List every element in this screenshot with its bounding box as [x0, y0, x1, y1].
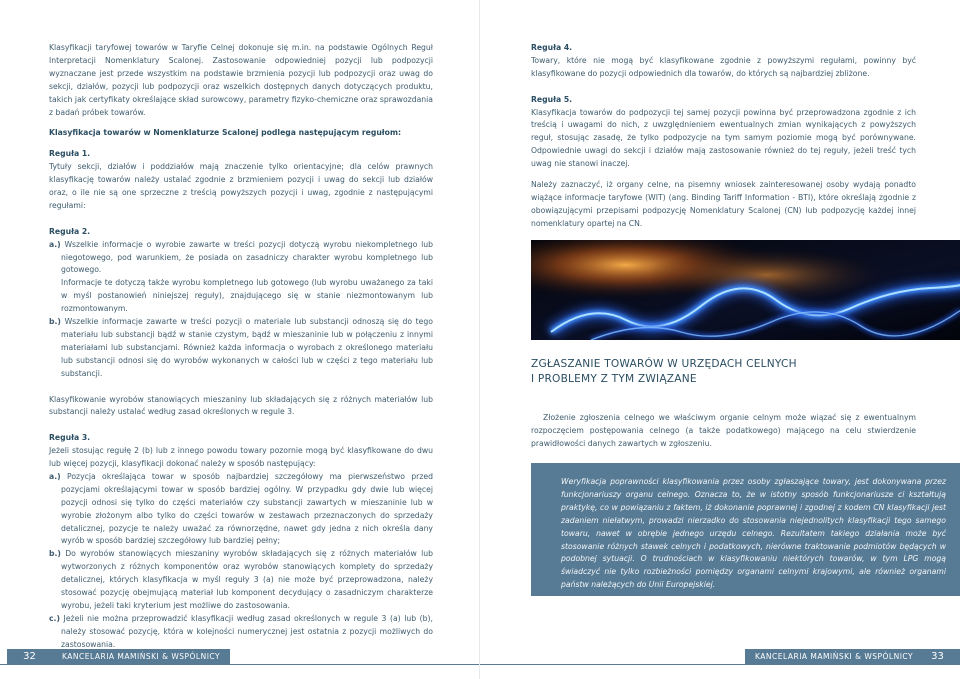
- rule-2a-text: Wszelkie informacje o wyrobie zawarte w treści pozycji dotyczą wyrobu niekompletnego lub niegotowego, pod warunkiem, że posiada on zasadniczy charakter wyrobu kompletnego lub gotowego.: [60, 239, 433, 275]
- rule-3a-item: [49, 471, 433, 548]
- right-column: [531, 42, 916, 231]
- rule-2a-continuation: Informacje te dotyczą także wyrobu kompletnego lub gotowego (lub wyrobu uważanego za taki w myśl postanowień niniejszej reguły), znajdującego się w stanie niezmontowanym lub rozmontowanym.: [61, 278, 433, 314]
- rule-3c-text: Jeżeli nie można przeprowadzić klasyfikacji według zasad określonych w regule 3 (a) lub (b), należy stosować pozycję, która w kolejności numerycznej jest ostatnia z pozycji możliwych do zastosowania.: [60, 613, 433, 649]
- intro-paragraph: Klasyfikacji taryfowej towarów w Taryfie Celnej dokonuje się m.in. na podstawie Ogólnych Reguł Interpretacji Nomenklatury Scalonej. Zastosowanie odpowiedniej pozycji lub podpozycji wyznaczane jest przede wszystkim na podstawie brzmienia pozycji lub podpozycji oraz uwag do sekcji, działów, pozycji lub podpozycji oraz wszelkich dostępnych danych dotyczących produktu, takich jak certyfikaty określające skład surowcowy, parametry fizyko-chemiczne oraz sprawozdania z badań próbek towarów.: [49, 43, 433, 117]
- gas-flame-image: [531, 240, 960, 340]
- rule-3a-text: Pozycja określająca towar w sposób najbardziej szczegółowy ma pierwszeństwo przed pozycjami określającymi towar w sposób bardziej ogólny. W przypadku gdy dwie lub więcej pozycji odnosi się tylko do części materiałów czy substancji zawartych w mieszaninie lub w wyrobie złożonym albo tylko do części towarów w zestawach przeznaczonych do sprzedaży detalicznej, pozycje te należy uważać za równorzędne, nawet gdy jedna z nich określa dany wyrób w sposób bardziej szczegółowy lub bardziej pełny;: [60, 471, 433, 546]
- footer-rule-right: [480, 664, 960, 665]
- footer-label-left: KANCELARIA MAMIŃSKI & WSPÓLNICY: [52, 649, 230, 665]
- rule-3c-item: [49, 613, 433, 652]
- rule-3b-item: [49, 548, 433, 613]
- section-intro: Złożenie zgłoszenia celnego we właściwym organie celnym może wiązać się z ewentualnym rozpoczęciem postępowania celnego (a także podatkowego) mającego na celu stwierdzenie prawidłowości danych zawartych w zgłoszeniu.: [531, 413, 916, 448]
- rule-3a-label: a.): [49, 471, 61, 481]
- page-number-left: 32: [7, 649, 52, 665]
- rule-5-text: Klasyfikacja towarów do podpozycji tej samej pozycji powinna być przeprowadzona zgodnie z ich treścią i uwagami do nich, z uwzględnieniem ewentualnych zmian wynikających z powyższych reguł, stosując zasadę, że tylko podpozycje na tym samym poziomie mogą być porównywane. Odpowiednie uwagi do sekcji i działów mają zastosowanie również do tej reguły, jeżeli treść tych uwag nie stanowi inaczej.: [531, 107, 916, 169]
- rule-3b-label: b.): [49, 549, 61, 559]
- wit-paragraph: Należy zaznaczyć, iż organy celne, na pisemny wniosek zainteresowanej osoby wydają ponadto wiążące informacje taryfowe (WIT) (ang. Binding Tariff Information - BTI), które określają zgodnie z obowiązującymi przepisami podpozycję Nomenklatury Scalonej (CN) lub podpozycję każdej innej nomenklatury opartej na CN.: [531, 180, 916, 228]
- rule-4-heading: Reguła 4.: [531, 43, 573, 52]
- rule-2a-label: a.): [49, 239, 61, 249]
- footer-label-right: KANCELARIA MAMIŃSKI & WSPÓLNICY: [745, 649, 923, 665]
- page-number-right: 33: [915, 649, 960, 665]
- left-column: [49, 42, 433, 652]
- rule-3b-text: Do wyrobów stanowiących mieszaniny wyrobów składających się z różnych materiałów lub wytworzonych z różnych komponentów oraz wyrobów stanowiących komplety do sprzedaży detalicznej, których klasyfikacja w myśl reguły 3 (a) nie może być przeprowadzona, należy stosować pozycję obejmującą materiał lub komponent decydujący o zasadniczym charakterze wyrobu, jeżeli taki kryterium jest możliwe do zastosowania.: [60, 549, 433, 611]
- rule-1-text: Tytuły sekcji, działów i poddziałów mają znaczenie tylko orientacyjne; dla celów prawnych klasyfikację towarów należy ustalać zgodnie z brzmieniem pozycji i uwag do sekcji lub działów oraz, o ile nie są one sprzeczne z treścią powyższych pozycji i uwag, zgodnie z następującymi regułami:: [49, 162, 433, 210]
- rule-1-heading: Reguła 1.: [49, 149, 91, 159]
- gas-flame-photo: [531, 240, 960, 340]
- highlight-box: [531, 463, 960, 596]
- section-title-line-2: I PROBLEMY Z TYM ZWIĄZANE: [531, 373, 697, 385]
- highlight-text: Weryfikacja poprawności klasyfikowania przez osoby zgłaszające towary, jest dokonywana przez funkcjonariuszy organu celnego. Oznacza to, że w istotny sposób funkcjonariusze ci kształtują praktykę, co w powiązaniu z faktem, iż dokonanie poprawnej i zgodnej z kodem CN klasyfikacji jest zadaniem niełatwym, prowadzi nierzadko do stosowania niejednolitych klasyfikacji tego samego towaru, nawet w obrębie jednego urzędu celnego. Rezultatem takiego działania może być stosowanie różnych stawek celnych i podatkowych, nierówne traktowanie podmiotów będących w podobnej sytuacji. O trudnościach w klasyfikowaniu niektórych towarów, w tym LPG mogą świadczyć nie tylko rozbieżności pomiędzy organami celnymi krajowymi, ale również organami państw należących do Unii Europejskiej.: [561, 477, 946, 590]
- mixtures-paragraph: Klasyfikowanie wyrobów stanowiących mieszaniny lub składających się z różnych materiałów lub substancji należy ustalać według zasad określonych w regule 3.: [49, 394, 433, 417]
- section-title: [531, 357, 831, 387]
- rule-3c-label: c.): [49, 613, 60, 623]
- rule-2-heading: Reguła 2.: [49, 226, 91, 236]
- rule-2b-text: Wszelkie informacje zawarte w treści pozycji o materiale lub substancji odnoszą się do tego materiału lub substancji bądź w stanie czystym, bądź w mieszaninie lub w połączeniu z innymi materiałami lub substancjami. Również każda informacja o wyrobach z określonego materiału lub substancji odnosi się do wyrobów wykonanych w całości lub w części z tego materiału lub substancji.: [60, 317, 433, 378]
- rule-3-text: Jeżeli stosując regułę 2 (b) lub z innego powodu towary pozornie mogą być klasyfikowane do dwu lub więcej pozycji, klasyfikacji dokonać należy w sposób następujący:: [49, 446, 433, 469]
- footer-rule-left: [0, 664, 480, 665]
- rule-4-text: Towary, które nie mogą być klasyfikowane zgodnie z powyższymi regułami, powinny być klasyfikowane do pozycji odpowiednich dla towarów, do których są najbardziej zbliżone.: [531, 55, 916, 78]
- rule-2b-item: [49, 316, 433, 381]
- rule-3-heading: Reguła 3.: [49, 433, 91, 443]
- rule-5-heading: Reguła 5.: [531, 94, 573, 104]
- rule-2b-label: b.): [49, 317, 61, 327]
- rule-2a-item: [49, 239, 433, 278]
- section-title-line-1: ZGŁASZANIE TOWARÓW W URZĘDACH CELNYCH: [531, 358, 797, 370]
- rules-heading: Klasyfikacja towarów w Nomenklaturze Scalonej podlega następującym regułom:: [49, 128, 402, 138]
